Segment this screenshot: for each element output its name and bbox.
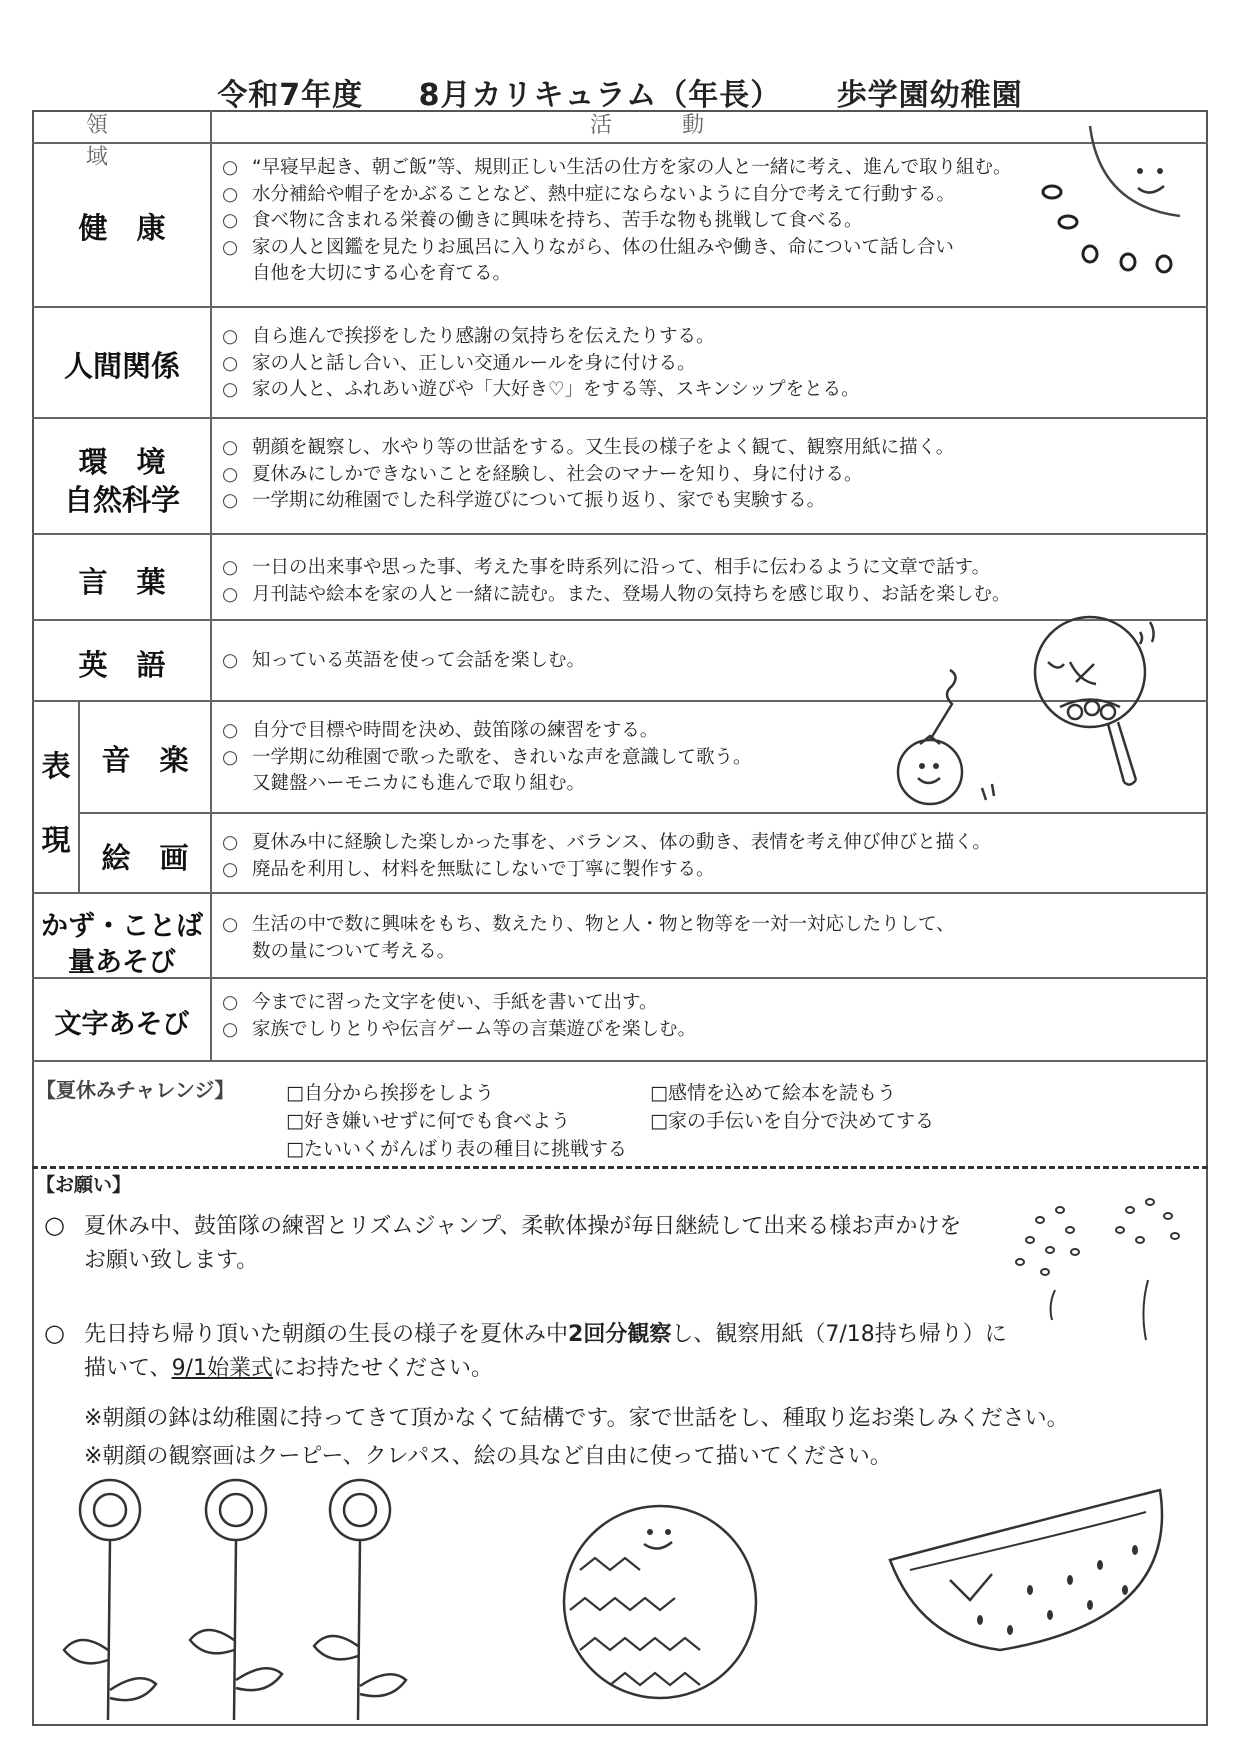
sun-rays-icon <box>1040 180 1190 280</box>
area-ryou-asobi: 量あそび <box>68 947 176 978</box>
area-kenkou: 健 康 <box>78 211 166 245</box>
list-item: ○ 家の人と図鑑を見たりお風呂に入りながら、体の仕組みや働き、命について話し合い <box>222 236 954 258</box>
row-divider <box>32 417 1208 419</box>
area-eigo: 英 語 <box>78 648 166 682</box>
fireworks-icon <box>1000 1180 1200 1350</box>
onegai-paragraph-1: ○ 夏休み中、鼓笛隊の練習とリズムジャンプ、柔軟体操が毎日継続して出来る様お声かけを お願い致します。 <box>44 1211 962 1273</box>
area-kotoba: 言 葉 <box>78 565 166 599</box>
challenge-item: □自分から挨拶をしよう <box>286 1082 494 1104</box>
area-kazu-kotoba: かず・ことば <box>41 911 203 942</box>
list-item: ○ 一学期に幼稚園で歌った歌を、きれいな声を意識して歌う。 <box>222 746 752 768</box>
list-item: ○ 夏休みにしかできないことを経験し、社会のマナーを知り、身に付ける。 <box>222 463 863 485</box>
activities-kazu-kotoba <box>222 912 955 965</box>
area-hyogen-top: 表 <box>41 749 71 783</box>
activities-kenkou <box>222 155 1012 288</box>
activities-ningen-kankei <box>222 324 860 404</box>
onegai-paragraph-2: ○ 先日持ち帰り頂いた朝顔の生長の様子を夏休み中2回分観察し、観察用紙（7/18持ち帰り）に 描いて、9/1始業式にお持たせください。 <box>44 1319 1007 1381</box>
onegai-note-2: ※朝顔の観察画はクーピー、クレパス、絵の具など自由に使って描いてください。 <box>84 1444 892 1469</box>
list-item: ○ 夏休み中に経験した楽しかった事を、バランス、体の動き、表情を考え伸び伸びと描く。 <box>222 832 991 853</box>
list-item: ○ 食べ物に含まれる栄養の働きに興味を持ち、苦手な物も挑戦して食べる。 <box>222 210 863 231</box>
title-curriculum: 8月カリキュラム（年長） <box>418 78 782 113</box>
row-divider <box>32 1060 1208 1062</box>
activities-kankyou <box>222 435 954 515</box>
area-ningen-kankei: 人間関係 <box>63 349 180 383</box>
title-school: 歩学園幼稚園 <box>836 78 1023 113</box>
challenge-item: □好き嫌いせずに何でも食べよう <box>286 1110 570 1132</box>
area-shizen-kagaku: 自然科学 <box>63 483 180 517</box>
row-divider <box>32 892 1208 894</box>
challenge-item: □家の手伝いを自分で決めてする <box>650 1110 934 1132</box>
watermelon-slice-icon <box>880 1470 1180 1690</box>
header-activity: 活動 <box>589 113 774 138</box>
list-item: ○ 家の人と、ふれあい遊びや「大好き♡」をする等、スキンシップをとる。 <box>222 379 860 400</box>
sunflowers-icon <box>40 1470 420 1730</box>
watermelon-icon <box>540 1490 780 1720</box>
page-title <box>0 70 1240 114</box>
list-item: ○ 今までに習った文字を使い、手紙を書いて出す。 <box>222 992 658 1013</box>
area-kaiga: 絵 画 <box>101 841 189 875</box>
list-item: ○ 自分で目標や時間を決め、鼓笛隊の練習をする。 <box>222 720 659 741</box>
water-balloon-icon <box>890 660 1010 810</box>
list-item-continuation: 自他を大切にする心を育てる。 <box>252 263 512 284</box>
challenge-item: □たいいくがんばり表の種目に挑戦する <box>286 1138 627 1160</box>
list-item: ○ 水分補給や帽子をかぶることなど、熱中症にならないように自分で考えて行動する。 <box>222 183 956 205</box>
list-item: ○ “早寝早起き、朝ご飯”等、規則正しい生活の仕方を家の人と一緒に考え、進んで取り組む。 <box>222 157 1012 178</box>
activities-ongaku <box>222 718 752 798</box>
activities-kaiga <box>222 830 991 883</box>
list-item: ○ 一学期に幼稚園でした科学遊びについて振り返り、家でも実験する。 <box>222 490 826 511</box>
onegai-note-1: ※朝顔の鉢は幼稚園に持ってきて頂かなくて結構です。家で世話をし、種取り迄お楽しみください。 <box>84 1406 1069 1431</box>
area-moji-asobi: 文字あそび <box>54 1009 190 1040</box>
challenge-item: □感情を込めて絵本を読もう <box>650 1082 896 1104</box>
column-divider <box>210 110 212 1060</box>
row-divider <box>32 142 1208 144</box>
list-item: ○ 知っている英語を使って会話を楽しむ。 <box>222 650 586 671</box>
title-year: 令和7年度 <box>217 78 364 113</box>
list-item: ○ 月刊誌や絵本を家の人と一緒に読む。また、登場人物の気持ちを感じ取り、お話を楽しむ。 <box>222 583 1011 605</box>
area-hyogen-bottom: 現 <box>41 823 71 857</box>
onegai-title: 【お願い】 <box>36 1174 132 1196</box>
list-item: ○ 朝顔を観察し、水やり等の世話をする。又生長の様子をよく観て、観察用紙に描く。 <box>222 437 955 458</box>
list-item: ○ 家族でしりとりや伝言ゲーム等の言葉遊びを楽しむ。 <box>222 1018 697 1040</box>
list-item-continuation: 又鍵盤ハーモニカにも進んで取り組む。 <box>252 773 586 794</box>
list-item: ○ 自ら進んで挨拶をしたり感謝の気持ちを伝えたりする。 <box>222 326 715 347</box>
activities-kotoba <box>222 555 1011 608</box>
list-item-continuation: 数の量について考える。 <box>252 940 456 962</box>
list-item: ○ 家の人と話し合い、正しい交通ルールを身に付ける。 <box>222 352 696 374</box>
area-kankyou: 環 境 <box>78 445 166 479</box>
row-divider <box>32 533 1208 535</box>
list-item: ○ 廃品を利用し、材料を無駄にしないで丁寧に製作する。 <box>222 858 715 880</box>
area-ongaku: 音 楽 <box>101 743 189 777</box>
header-area: 領域 <box>85 113 178 170</box>
challenge-title: 【夏休みチャレンジ】 <box>36 1078 235 1102</box>
list-item: ○ 生活の中で数に興味をもち、数えたり、物と人・物と物等を一対一対応したりして、 <box>222 914 955 935</box>
row-divider <box>78 812 1208 814</box>
list-item: ○ 一日の出来事や思った事、考えた事を時系列に沿って、相手に伝わるように文章で話す。 <box>222 557 991 578</box>
uchiwa-fan-icon <box>1020 612 1220 812</box>
dashed-divider <box>32 1166 1208 1169</box>
row-divider <box>32 306 1208 308</box>
activities-eigo <box>222 648 585 675</box>
activities-moji-asobi <box>222 990 696 1043</box>
